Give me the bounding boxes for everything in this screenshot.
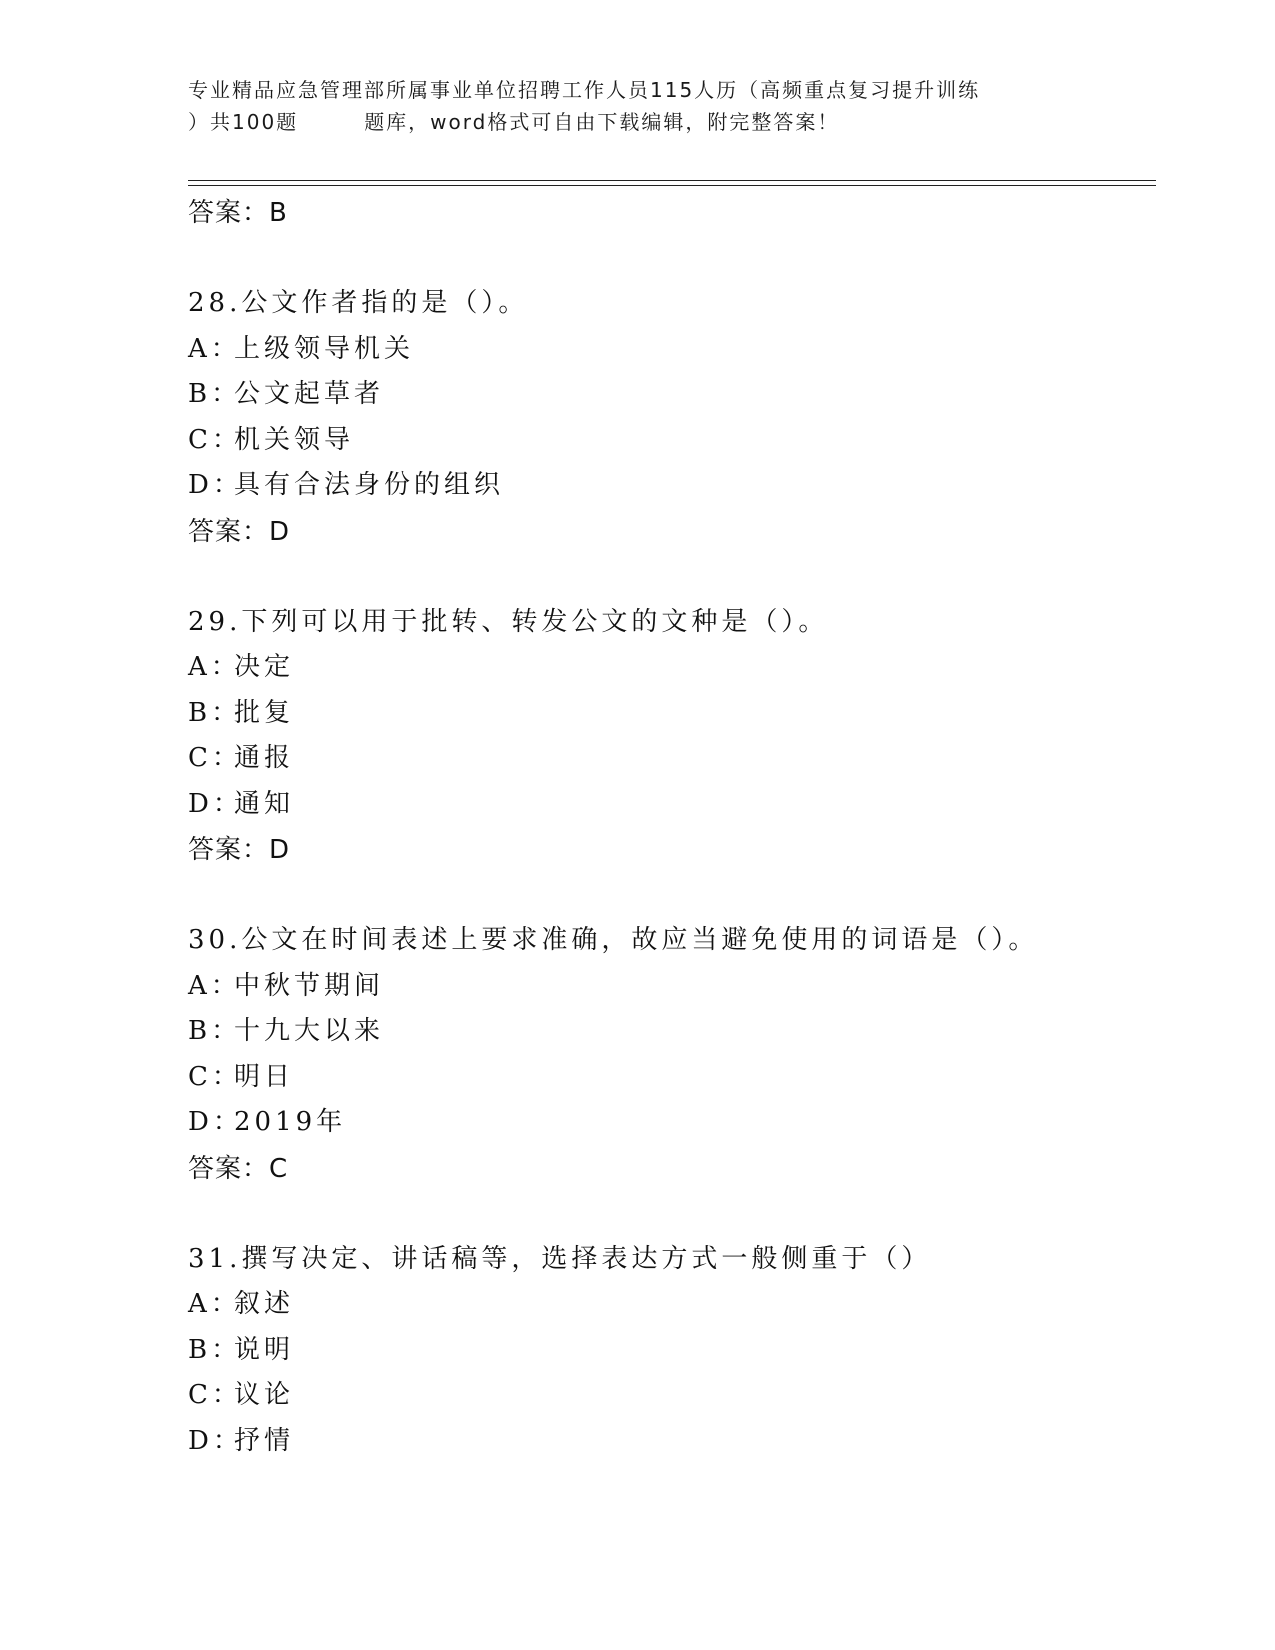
option-c	[188, 1055, 1156, 1101]
option-key: C：	[188, 1380, 242, 1410]
option-key: A：	[188, 333, 241, 364]
option-text: 上级领导机关	[234, 333, 415, 364]
option-text: 通知	[234, 788, 295, 819]
question-stem: 30.公文在时间表述上要求准确，故应当避免使用的词语是（）。	[188, 925, 1039, 955]
option-d	[188, 1100, 1156, 1146]
option-text: 具有合法身份的组织	[234, 470, 505, 500]
option-text: 议论	[234, 1380, 295, 1410]
question-block-31	[188, 1237, 1156, 1465]
option-text: 抒情	[234, 1425, 295, 1456]
option-key: A：	[188, 970, 241, 1001]
answer-line: 答案：D	[188, 835, 291, 865]
option-text: 机关领导	[234, 424, 355, 455]
page-header	[188, 74, 1088, 138]
option-a	[188, 327, 1156, 373]
question-stem: 29.下列可以用于批转、转发公文的文种是（）。	[188, 606, 829, 637]
option-d	[188, 1419, 1156, 1465]
option-key: B：	[188, 1016, 242, 1046]
option-key: D：	[188, 788, 243, 819]
option-text: 叙述	[234, 1289, 295, 1319]
option-key: B：	[188, 697, 242, 728]
header-title-line2	[188, 106, 1088, 138]
option-key: B：	[188, 379, 242, 409]
option-d	[188, 782, 1156, 828]
option-text: 中秋节期间	[234, 970, 385, 1001]
option-text: 十九大以来	[234, 1016, 385, 1046]
option-c	[188, 1373, 1156, 1419]
option-a	[188, 645, 1156, 691]
option-key: C：	[188, 424, 242, 455]
option-c	[188, 736, 1156, 782]
header-divider-bottom	[188, 185, 1156, 186]
question-block-29	[188, 600, 1156, 874]
header-question-count: ）共100题	[188, 110, 299, 134]
question-block-30	[188, 918, 1156, 1192]
option-key: D：	[188, 1425, 243, 1456]
answer-line: 答案：C	[188, 1153, 289, 1184]
option-text: 明日	[234, 1061, 295, 1092]
option-key: C：	[188, 1061, 242, 1092]
option-text: 2019年	[234, 1107, 347, 1137]
question-block-28	[188, 281, 1156, 555]
option-text: 说明	[234, 1334, 295, 1365]
option-key: B：	[188, 1334, 242, 1365]
option-a	[188, 1282, 1156, 1328]
option-text: 通报	[234, 743, 295, 773]
question-stem: 28.公文作者指的是（）。	[188, 288, 529, 318]
option-a	[188, 964, 1156, 1010]
option-text: 决定	[234, 652, 295, 682]
option-key: C：	[188, 743, 242, 773]
option-c	[188, 418, 1156, 464]
previous-answer: 答案：B	[188, 198, 288, 228]
option-key: A：	[188, 652, 241, 682]
option-b	[188, 1009, 1156, 1055]
option-d	[188, 463, 1156, 509]
option-text: 批复	[234, 697, 295, 728]
header-divider-top	[188, 180, 1156, 181]
option-b	[188, 691, 1156, 737]
question-list	[188, 190, 1156, 1464]
header-description: 题库，word格式可自由下载编辑，附完整答案！	[364, 110, 840, 134]
answer-line: 答案：D	[188, 516, 291, 547]
option-text: 公文起草者	[234, 379, 385, 409]
option-key: D：	[188, 470, 243, 500]
option-b	[188, 372, 1156, 418]
option-b	[188, 1328, 1156, 1374]
option-key: A：	[188, 1289, 241, 1319]
question-stem: 31.撰写决定、讲话稿等，选择表达方式一般侧重于（）	[188, 1243, 932, 1274]
option-key: D：	[188, 1107, 243, 1137]
header-title-line1: 专业精品应急管理部所属事业单位招聘工作人员115人历（高频重点复习提升训练	[188, 78, 981, 102]
